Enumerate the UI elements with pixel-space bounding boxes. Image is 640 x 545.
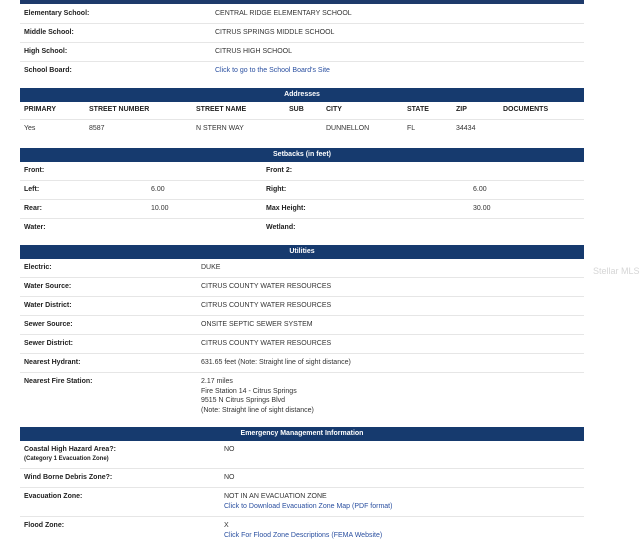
school-row bbox=[20, 62, 584, 80]
water-source-label: Water Source: bbox=[24, 283, 72, 290]
fire-station-name: Fire Station 14 - Citrus Springs bbox=[201, 387, 297, 395]
rear-label: Rear: bbox=[24, 205, 42, 212]
setbacks-header: Setbacks (in feet) bbox=[20, 148, 584, 162]
fire-station-note: (Note: Straight line of sight distance) bbox=[201, 406, 314, 414]
front2-label: Front 2: bbox=[266, 167, 293, 174]
right-label: Right: bbox=[266, 186, 287, 193]
nearest-hydrant-label: Nearest Hydrant: bbox=[24, 359, 81, 366]
col-documents: DOCUMENTS bbox=[503, 106, 549, 113]
high-school-value: CITRUS HIGH SCHOOL bbox=[215, 48, 293, 55]
utilities-row bbox=[20, 316, 584, 335]
cell-city: DUNNELLON bbox=[326, 125, 370, 132]
emergency-row bbox=[20, 517, 584, 545]
setbacks-row bbox=[20, 181, 584, 200]
high-school-label: High School: bbox=[24, 48, 68, 55]
right-value: 6.00 bbox=[473, 186, 487, 193]
fire-station-distance: 2.17 miles bbox=[201, 378, 233, 385]
addresses-column-header-row bbox=[20, 102, 584, 120]
max-height-label: Max Height: bbox=[266, 205, 306, 212]
col-sub: SUB bbox=[289, 106, 304, 113]
flood-zone-label: Flood Zone: bbox=[24, 522, 65, 529]
school-row bbox=[20, 5, 584, 24]
coastal-hazard-sublabel: (Category 1 Evacuation Zone) bbox=[24, 456, 109, 462]
evacuation-zone-map-link[interactable]: Click to Download Evacuation Zone Map (PDF format) bbox=[224, 503, 393, 510]
wind-borne-debris-value: NO bbox=[224, 474, 235, 481]
utilities-row bbox=[20, 354, 584, 373]
elementary-school-label: Elementary School: bbox=[24, 10, 90, 17]
elementary-school-value: CENTRAL RIDGE ELEMENTARY SCHOOL bbox=[215, 10, 352, 17]
sewer-source-value: ONSITE SEPTIC SEWER SYSTEM bbox=[201, 321, 313, 328]
left-label: Left: bbox=[24, 186, 40, 193]
sewer-district-label: Sewer District: bbox=[24, 340, 74, 347]
front-label: Front: bbox=[24, 167, 45, 174]
school-board-link[interactable]: Click to go to the School Board's Site bbox=[215, 67, 330, 74]
addresses-section bbox=[20, 88, 584, 138]
fire-station-address: 9515 N Citrus Springs Blvd bbox=[201, 397, 286, 404]
coastal-hazard-value: NO bbox=[224, 446, 235, 453]
school-row bbox=[20, 24, 584, 43]
water-district-value: CITRUS COUNTY WATER RESOURCES bbox=[201, 302, 332, 309]
middle-school-value: CITRUS SPRINGS MIDDLE SCHOOL bbox=[215, 29, 335, 36]
nearest-fire-station-label: Nearest Fire Station: bbox=[24, 378, 93, 385]
middle-school-label: Middle School: bbox=[24, 29, 74, 36]
col-zip: ZIP bbox=[456, 106, 467, 113]
utilities-row bbox=[20, 259, 584, 278]
setbacks-row bbox=[20, 219, 584, 237]
evacuation-zone-label: Evacuation Zone: bbox=[24, 493, 83, 500]
col-street-name: STREET NAME bbox=[196, 106, 247, 113]
wind-borne-debris-label: Wind Borne Debris Zone?: bbox=[24, 474, 113, 481]
addresses-header: Addresses bbox=[20, 88, 584, 102]
flood-zone-descriptions-link[interactable]: Click For Flood Zone Descriptions (FEMA Website) bbox=[224, 532, 383, 539]
coastal-hazard-label: Coastal High Hazard Area?: bbox=[24, 446, 116, 453]
max-height-value: 30.00 bbox=[473, 205, 491, 212]
schools-section bbox=[20, 5, 584, 80]
sewer-district-value: CITRUS COUNTY WATER RESOURCES bbox=[201, 340, 332, 347]
emergency-row bbox=[20, 469, 584, 488]
table-row bbox=[20, 120, 584, 138]
setbacks-row bbox=[20, 162, 584, 181]
cell-zip: 34434 bbox=[456, 125, 476, 132]
flood-zone-value: X bbox=[224, 522, 229, 529]
electric-value: DUKE bbox=[201, 264, 221, 271]
left-value: 6.00 bbox=[151, 186, 165, 193]
evacuation-zone-value: NOT IN AN EVACUATION ZONE bbox=[224, 493, 327, 500]
cell-state: FL bbox=[407, 125, 416, 132]
utilities-row bbox=[20, 335, 584, 354]
water-district-label: Water District: bbox=[24, 302, 72, 309]
utilities-row bbox=[20, 278, 584, 297]
wetland-label: Wetland: bbox=[266, 224, 296, 231]
cell-street-number: 8587 bbox=[89, 125, 105, 132]
cell-street-name: N STERN WAY bbox=[196, 125, 244, 132]
emergency-header: Emergency Management Information bbox=[20, 427, 584, 441]
emergency-section bbox=[20, 427, 584, 545]
col-street-number: STREET NUMBER bbox=[89, 106, 150, 113]
water-label: Water: bbox=[24, 224, 46, 231]
top-header-strip bbox=[20, 0, 584, 4]
setbacks-section bbox=[20, 148, 584, 237]
utilities-row bbox=[20, 297, 584, 316]
watermark: Stellar MLS bbox=[593, 266, 640, 276]
col-primary: PRIMARY bbox=[24, 106, 57, 113]
col-state: STATE bbox=[407, 106, 429, 113]
sewer-source-label: Sewer Source: bbox=[24, 321, 73, 328]
school-row bbox=[20, 43, 584, 62]
utilities-section bbox=[20, 245, 584, 421]
cell-primary: Yes bbox=[24, 125, 36, 132]
setbacks-row bbox=[20, 200, 584, 219]
water-source-value: CITRUS COUNTY WATER RESOURCES bbox=[201, 283, 332, 290]
electric-label: Electric: bbox=[24, 264, 52, 271]
col-city: CITY bbox=[326, 106, 342, 113]
rear-value: 10.00 bbox=[151, 205, 169, 212]
utilities-header: Utilities bbox=[20, 245, 584, 259]
emergency-row bbox=[20, 441, 584, 469]
emergency-row bbox=[20, 488, 584, 517]
nearest-hydrant-value: 631.65 feet (Note: Straight line of sight distance) bbox=[201, 359, 351, 366]
utilities-row bbox=[20, 373, 584, 421]
school-board-label: School Board: bbox=[24, 67, 72, 74]
